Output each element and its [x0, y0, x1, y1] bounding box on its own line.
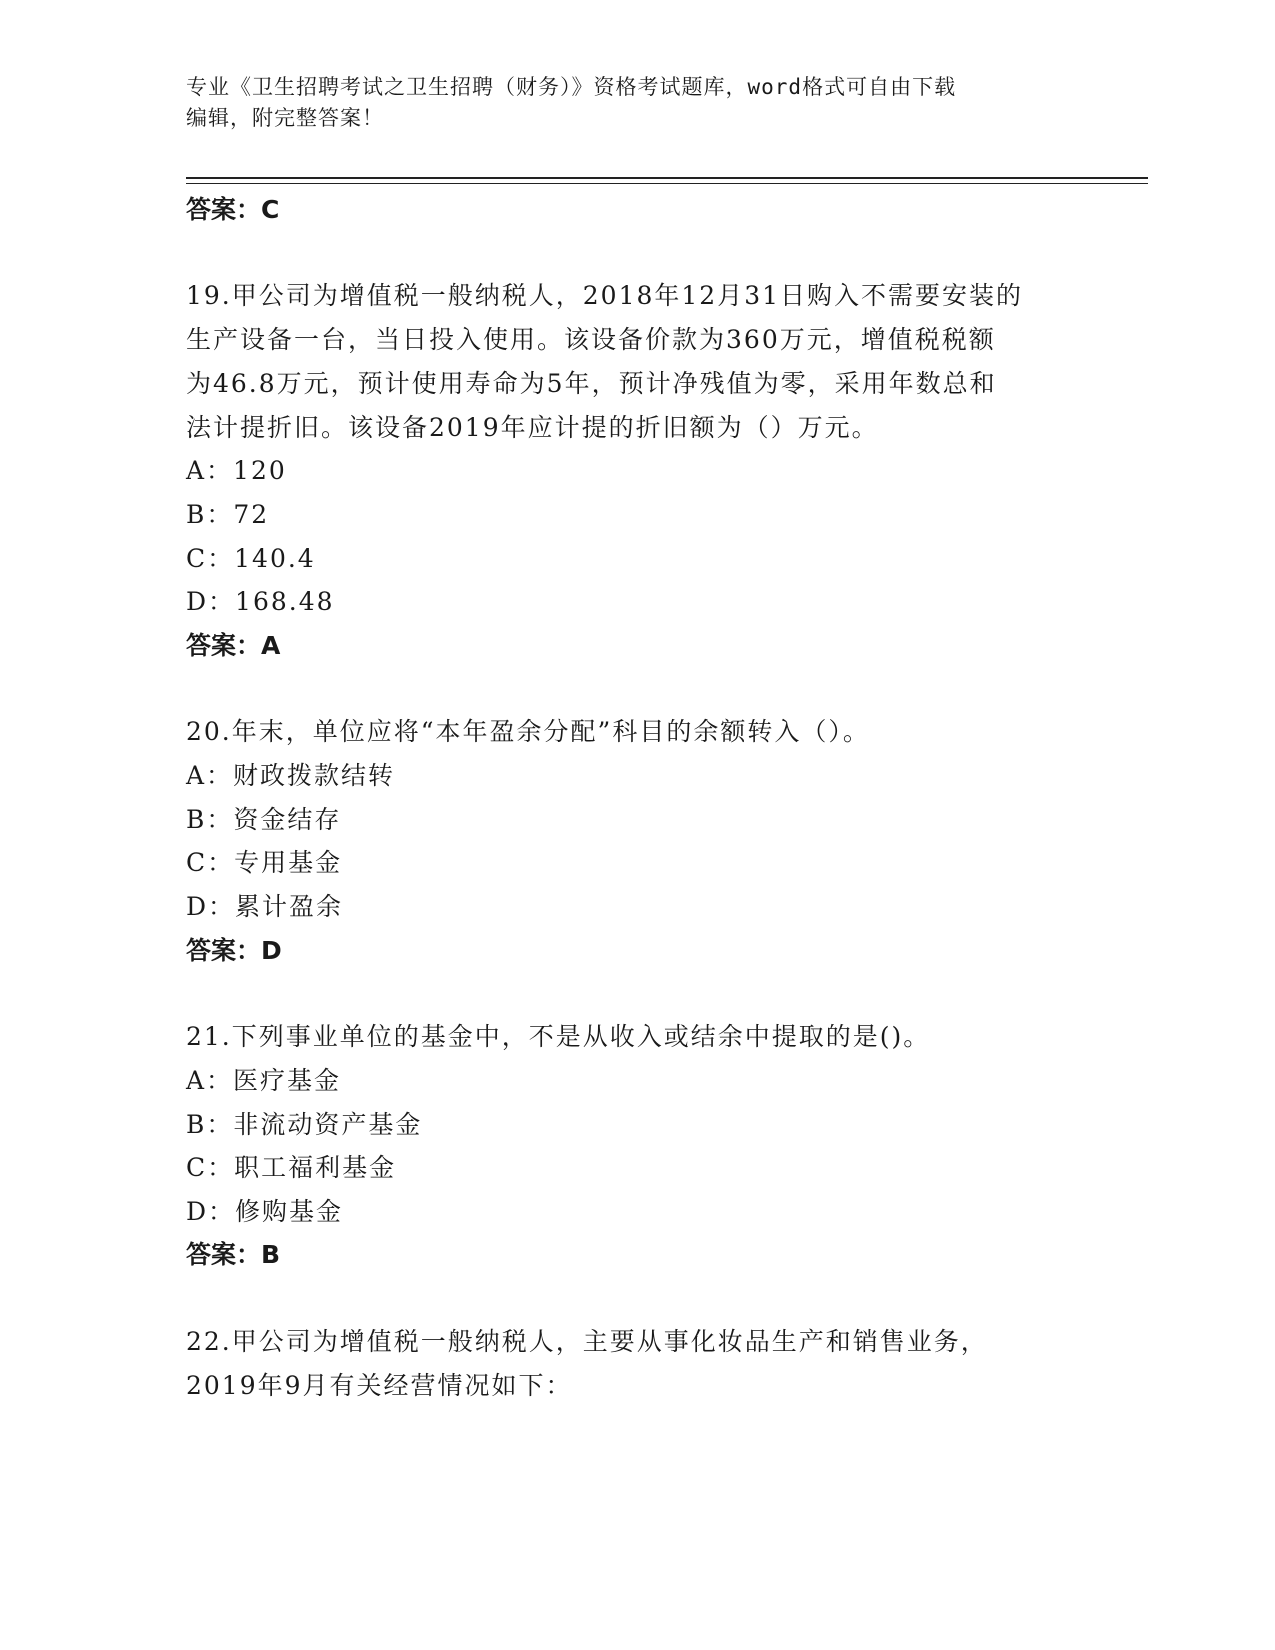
option-c: C：职工福利基金	[186, 1153, 397, 1182]
header-line-2: 编辑，附完整答案！	[186, 106, 384, 130]
answer-18: 答案：C	[186, 195, 280, 224]
option-a: A：120	[186, 456, 287, 485]
header-divider-thick	[186, 177, 1148, 179]
option-d: D：累计盈余	[186, 892, 344, 921]
answer-19: 答案：A	[186, 631, 281, 660]
option-b: B：资金结存	[186, 805, 342, 834]
option-a: A：医疗基金	[186, 1066, 342, 1095]
question-text-line: 法计提折旧。该设备2019年应计提的折旧额为（）万元。	[186, 413, 879, 442]
question-text-line: 20.年末，单位应将“本年盈余分配”科目的余额转入（）。	[186, 717, 870, 746]
option-d: D：修购基金	[186, 1197, 344, 1226]
question-text-line: 2019年9月有关经营情况如下：	[186, 1371, 573, 1400]
question-text-line: 为46.8万元，预计使用寿命为5年，预计净残值为零，采用年数总和	[186, 369, 997, 398]
option-c: C：140.4	[186, 544, 316, 573]
answer-21: 答案：B	[186, 1240, 281, 1269]
header-line-1: 专业《卫生招聘考试之卫生招聘（财务）》资格考试题库，word格式可自由下载	[186, 75, 957, 99]
option-b: B：非流动资产基金	[186, 1110, 423, 1139]
question-text-line: 生产设备一台，当日投入使用。该设备价款为360万元，增值税税额	[186, 325, 996, 354]
answer-20: 答案：D	[186, 936, 282, 965]
option-a: A：财政拨款结转	[186, 761, 396, 790]
header-divider-thin	[186, 183, 1148, 184]
document-header	[186, 72, 1086, 134]
question-text-line: 22.甲公司为增值税一般纳税人，主要从事化妆品生产和销售业务，	[186, 1327, 988, 1356]
question-text-line: 21.下列事业单位的基金中，不是从收入或结余中提取的是()。	[186, 1022, 931, 1051]
option-b: B：72	[186, 500, 270, 529]
option-d: D：168.48	[186, 587, 335, 616]
question-text-line: 19.甲公司为增值税一般纳税人，2018年12月31日购入不需要安装的	[186, 281, 1024, 310]
option-c: C：专用基金	[186, 848, 343, 877]
